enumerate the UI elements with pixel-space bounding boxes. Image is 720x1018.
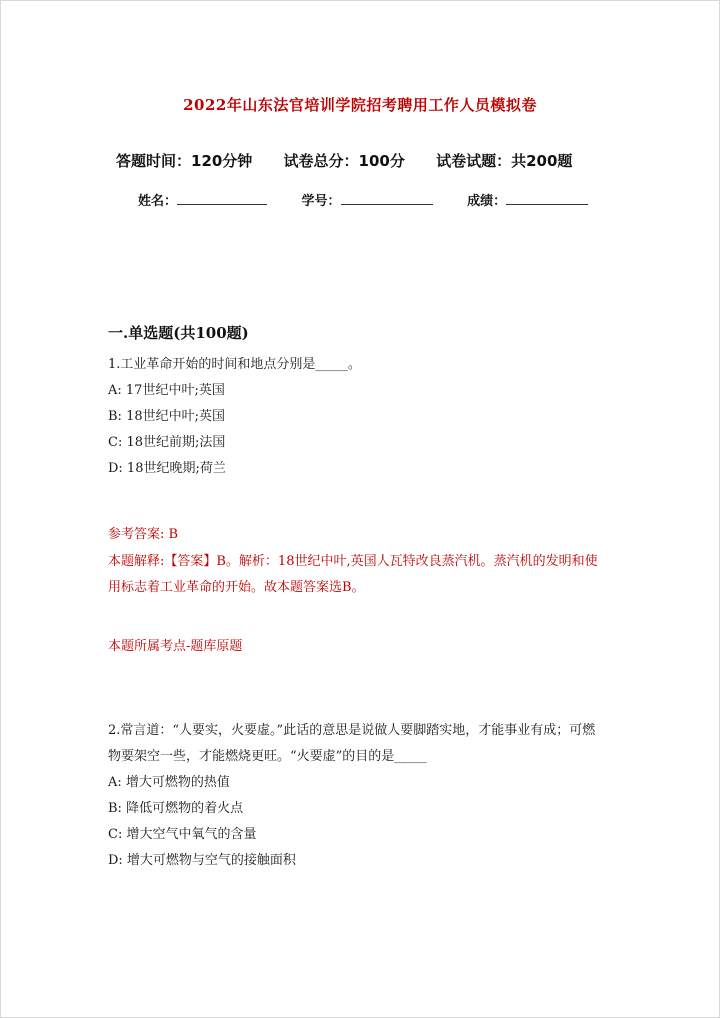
- id-blank[interactable]: [341, 192, 433, 205]
- id-field: [302, 190, 433, 209]
- option-a: A: 增大可燃物的热值: [108, 775, 230, 790]
- score-field: [467, 190, 588, 209]
- option-a: A: 17世纪中叶;英国: [108, 383, 225, 398]
- total-questions: 试卷试题：共200题: [436, 152, 573, 170]
- option-d: D: 增大可燃物与空气的接触面积: [108, 853, 296, 868]
- document-title: 2022年山东法官培训学院招考聘用工作人员模拟卷: [183, 96, 537, 114]
- option-d: D: 18世纪晚期;荷兰: [108, 461, 226, 476]
- exam-meta: [116, 150, 616, 171]
- id-label: 学号：: [301, 194, 341, 209]
- name-blank[interactable]: [177, 192, 267, 205]
- question-2: [108, 718, 608, 874]
- exam-time: 答题时间：120分钟: [116, 152, 253, 170]
- question-stem: 1.工业革命开始的时间和地点分别是_____。: [108, 357, 361, 372]
- question-stem: 2.常言道：“人要实，火要虚。”此话的意思是说做人要脚踏实地，才能事业有成；可燃物要架空一些，才能燃烧更旺。“火要虚”的目的是_____: [108, 723, 596, 764]
- section-heading: 一.单选题(共100题): [108, 324, 249, 342]
- answer-1: 参考答案: B: [108, 527, 179, 542]
- name-label: 姓名：: [138, 194, 178, 209]
- source-1: 本题所属考点-题库原题: [108, 639, 243, 654]
- option-b: B: 降低可燃物的着火点: [108, 801, 244, 816]
- student-fields: [138, 190, 588, 209]
- question-1: [108, 352, 608, 482]
- option-c: C: 增大空气中氧气的含量: [108, 827, 257, 842]
- total-score: 试卷总分：100分: [283, 152, 405, 170]
- option-b: B: 18世纪中叶;英国: [108, 409, 225, 424]
- explanation-1: 本题解释:【答案】B。解析：18世纪中叶,英国人瓦特改良蒸汽机。蒸汽机的发明和使用标志着工业革命的开始。故本题答案选B。: [108, 554, 598, 595]
- score-label: 成绩：: [467, 194, 507, 209]
- option-c: C: 18世纪前期;法国: [108, 435, 226, 450]
- score-blank[interactable]: [506, 192, 588, 205]
- name-field: [138, 190, 267, 209]
